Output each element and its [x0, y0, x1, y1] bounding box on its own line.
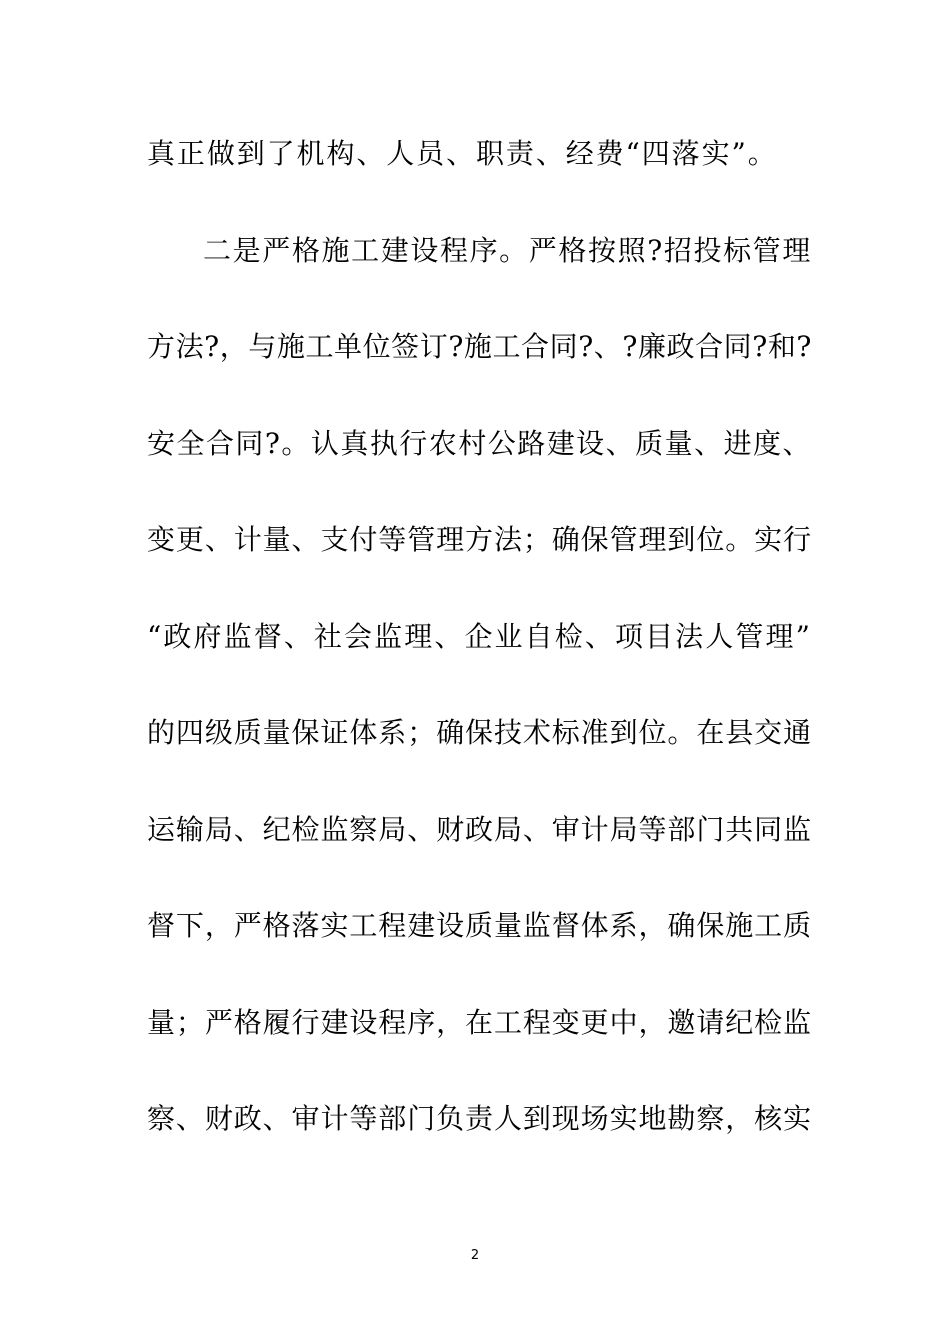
text-line-content: 察、财政、审计等部门负责人到现场实地勘察，核实 — [147, 1102, 812, 1135]
text-line-content: 方法?，与施工单位签订?施工合同?、?廉政合同?和? — [147, 330, 812, 363]
paragraph-first-line — [147, 221, 812, 318]
text-line — [147, 510, 812, 607]
text-line-content: 真正做到了机构、人员、职责、经费“四落实”。 — [147, 137, 778, 170]
text-line — [147, 607, 812, 704]
text-line — [147, 800, 812, 897]
text-line — [147, 317, 812, 414]
text-line-content: 安全合同?。认真执行农村公路建设、质量、进度、 — [147, 426, 812, 460]
text-line — [147, 993, 812, 1090]
body-text — [147, 124, 812, 1186]
page-number: 2 — [470, 1248, 480, 1263]
text-line-content: 二是严格施工建设程序。严格按照?招投标管理 — [203, 233, 812, 267]
text-line — [147, 1089, 812, 1186]
text-line-content: 变更、计量、支付等管理方法；确保管理到位。实行 — [147, 523, 812, 556]
text-line-content: 量；严格履行建设程序，在工程变更中，邀请纪检监 — [147, 1005, 812, 1039]
text-line — [147, 124, 812, 221]
text-line-content: 运输局、纪检监察局、财政局、审计局等部门共同监 — [147, 812, 812, 846]
text-line — [147, 414, 812, 511]
text-line-content: “政府监督、社会监理、企业自检、项目法人管理” — [147, 619, 812, 653]
text-line-content: 的四级质量保证体系；确保技术标准到位。在县交通 — [147, 716, 812, 749]
text-line-content: 督下，严格落实工程建设质量监督体系，确保施工质 — [147, 909, 812, 942]
text-line — [147, 703, 812, 800]
text-line — [147, 896, 812, 993]
